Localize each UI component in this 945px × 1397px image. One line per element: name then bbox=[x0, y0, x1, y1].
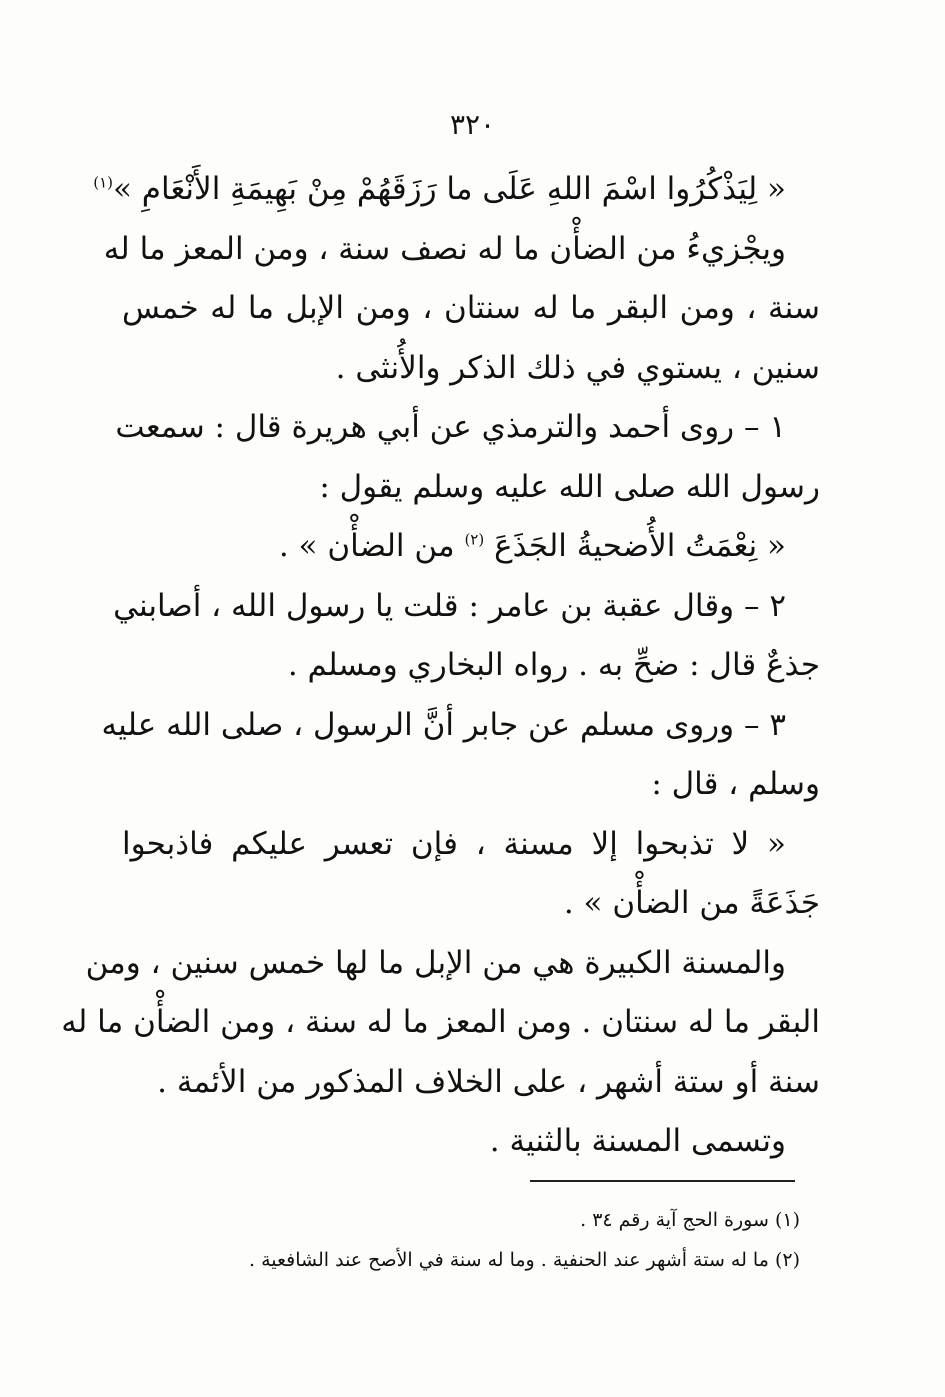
text-line: رسول الله صلى الله عليه وسلم يقول : bbox=[319, 468, 820, 505]
page-number: ٣٢٠ bbox=[449, 108, 496, 141]
text-line: سنين ، يستوي في ذلك الذكر والأُنثى . bbox=[335, 349, 820, 386]
quran-verse-line bbox=[93, 160, 820, 220]
footnote-divider bbox=[530, 1180, 795, 1182]
hadith-quote-line bbox=[122, 517, 820, 577]
text-line: سنة أو ستة أشهر ، على الخلاف المذكور من الأئمة . bbox=[157, 1063, 820, 1100]
footnote-ref-1: (١) bbox=[93, 173, 113, 192]
text-line: « لا تذبحوا إلا مسنة ، فإن تعسر عليكم فاذبحوا bbox=[122, 825, 786, 862]
footnote-2: (٢) ما له ستة أشهر عند الحنفية . وما له سنة في الأصح عند الشافعية . bbox=[249, 1249, 800, 1271]
text-line: سنة ، ومن البقر ما له سنتان ، ومن الإبل ما له خمس bbox=[122, 290, 820, 326]
hadith-quote-end: من الضأْن » . bbox=[278, 528, 455, 564]
text-line: جَذَعَةً من الضأْن » . bbox=[563, 885, 820, 921]
text-line: ويجْزيءُ من الضأْن ما له نصف سنة ، ومن المعز ما له bbox=[103, 230, 786, 267]
footnote-1: (١) سورة الحج آية رقم ٣٤ . bbox=[580, 1209, 800, 1231]
text-line: ٣ – وروى مسلم عن جابر أنَّ الرسول ، صلى الله عليه bbox=[101, 706, 786, 743]
text-line: البقر ما له سنتان . ومن المعز ما له سنة ، ومن الضأْن ما له bbox=[61, 1004, 820, 1040]
quran-verse: « لِيَذْكُرُوا اسْمَ اللهِ عَلَى ما رَزَقَهُمْ مِنْ بَهِيمَةِ الأَنْعَامِ » bbox=[112, 171, 786, 207]
text-line: وسلم ، قال : bbox=[651, 766, 820, 802]
footnotes bbox=[160, 1200, 800, 1280]
text-line: ٢ – وقال عقبة بن عامر : قلت يا رسول الله ، أصابني bbox=[113, 587, 786, 624]
text-line: وتسمى المسنة بالثنية . bbox=[489, 1123, 786, 1159]
text-line: والمسنة الكبيرة هي من الإبل ما لها خمس سنين ، ومن bbox=[85, 944, 786, 981]
text-line: ١ – روى أحمد والترمذي عن أبي هريرة قال : سمعت bbox=[115, 409, 786, 445]
text-line: جذعٌ قال : ضحِّ به . رواه البخاري ومسلم . bbox=[287, 647, 820, 683]
footnote-ref-2: (٢) bbox=[464, 530, 485, 549]
hadith-quote: « نِعْمَتُ الأُضحيةُ الجَذَعَ bbox=[494, 528, 786, 564]
body-text bbox=[61, 160, 820, 1172]
